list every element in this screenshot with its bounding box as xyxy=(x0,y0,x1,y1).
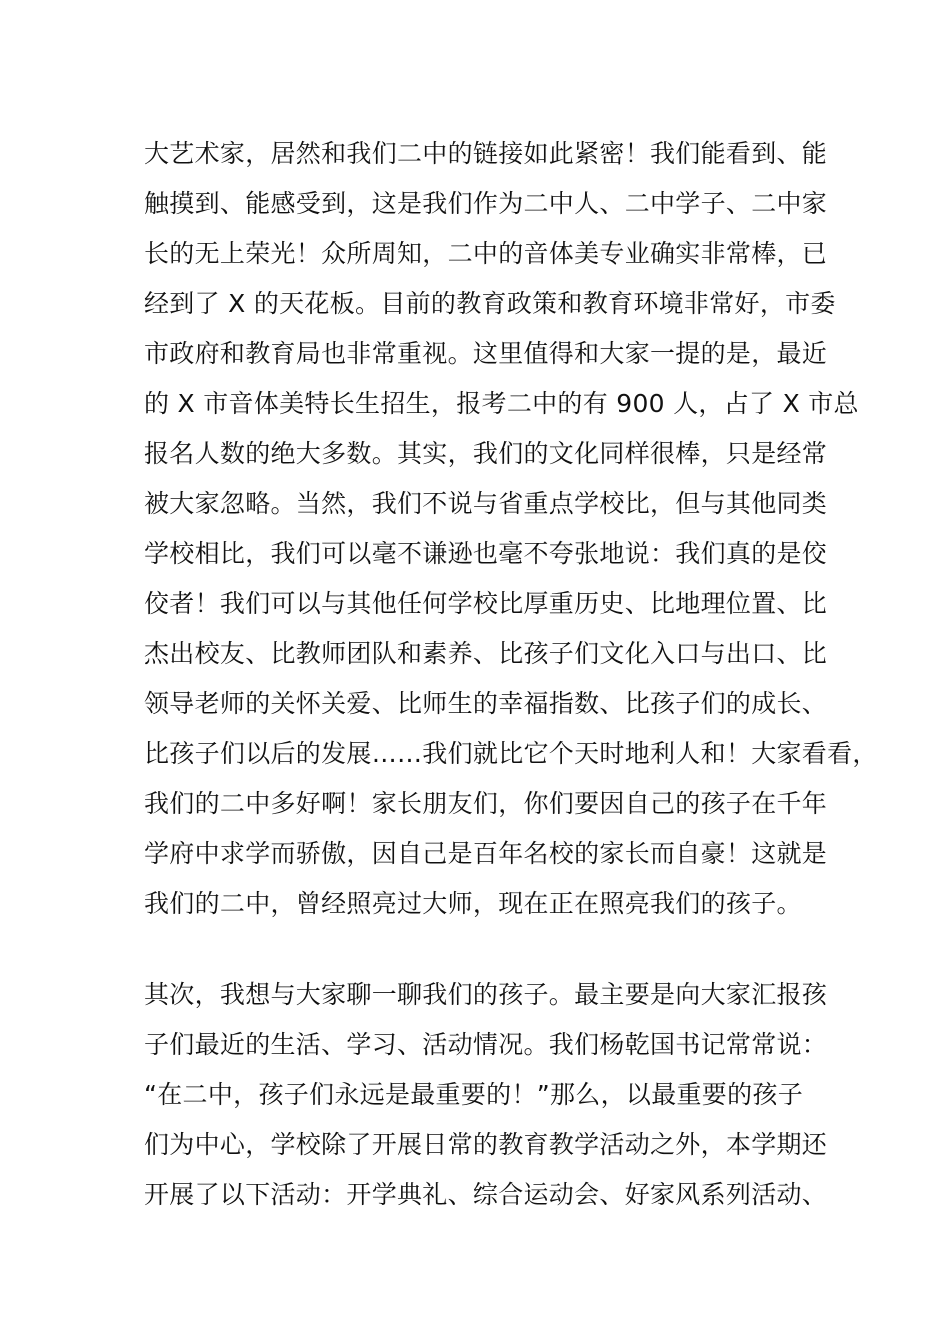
text-line: 开展了以下活动：开学典礼、综合运动会、好家风系列活动、 xyxy=(144,1180,828,1209)
text-line: 被大家忽略。当然，我们不说与省重点学校比，但与其他同类 xyxy=(144,489,828,518)
text-line: 们为中心，学校除了开展日常的教育教学活动之外，本学期还 xyxy=(144,1130,828,1159)
text-line: 比孩子们以后的发展……我们就比它个天时地利人和！大家看看， xyxy=(144,739,878,768)
text-line: 经到了 X 的天花板。目前的教育政策和教育环境非常好，市委 xyxy=(144,289,836,318)
text-line: 其次，我想与大家聊一聊我们的孩子。最主要是向大家汇报孩 xyxy=(144,980,828,1009)
text-line: 大艺术家，居然和我们二中的链接如此紧密！我们能看到、能 xyxy=(144,139,828,168)
text-line: 的 X 市音体美特长生招生，报考二中的有 900 人，占了 X 市总 xyxy=(144,389,859,418)
text-line: 触摸到、能感受到，这是我们作为二中人、二中学子、二中家 xyxy=(144,189,828,218)
text-line: 报名人数的绝大多数。其实，我们的文化同样很棒，只是经常 xyxy=(144,439,828,468)
text-line: 子们最近的生活、学习、活动情况。我们杨乾国书记常常说： xyxy=(144,1030,828,1059)
paragraph-1 xyxy=(144,129,878,929)
text-line: 杰出校友、比教师团队和素养、比孩子们文化入口与出口、比 xyxy=(144,639,828,668)
text-line: 领导老师的关怀关爱、比师生的幸福指数、比孩子们的成长、 xyxy=(144,689,828,718)
text-line: 市政府和教育局也非常重视。这里值得和大家一提的是，最近 xyxy=(144,339,828,368)
text-line: 长的无上荣光！众所周知，二中的音体美专业确实非常棒，已 xyxy=(144,239,828,268)
text-line: “在二中，孩子们永远是最重要的！”那么，以最重要的孩子 xyxy=(144,1080,804,1109)
text-line: 佼者！我们可以与其他任何学校比厚重历史、比地理位置、比 xyxy=(144,589,828,618)
text-line: 学校相比，我们可以毫不谦逊也毫不夸张地说：我们真的是佼 xyxy=(144,539,828,568)
text-line: 我们的二中多好啊！家长朋友们，你们要因自己的孩子在千年 xyxy=(144,789,828,818)
text-line: 学府中求学而骄傲，因自己是百年名校的家长而自豪！这就是 xyxy=(144,839,828,868)
paragraph-2 xyxy=(144,970,827,1220)
text-line: 我们的二中，曾经照亮过大师，现在正在照亮我们的孩子。 xyxy=(144,889,802,918)
